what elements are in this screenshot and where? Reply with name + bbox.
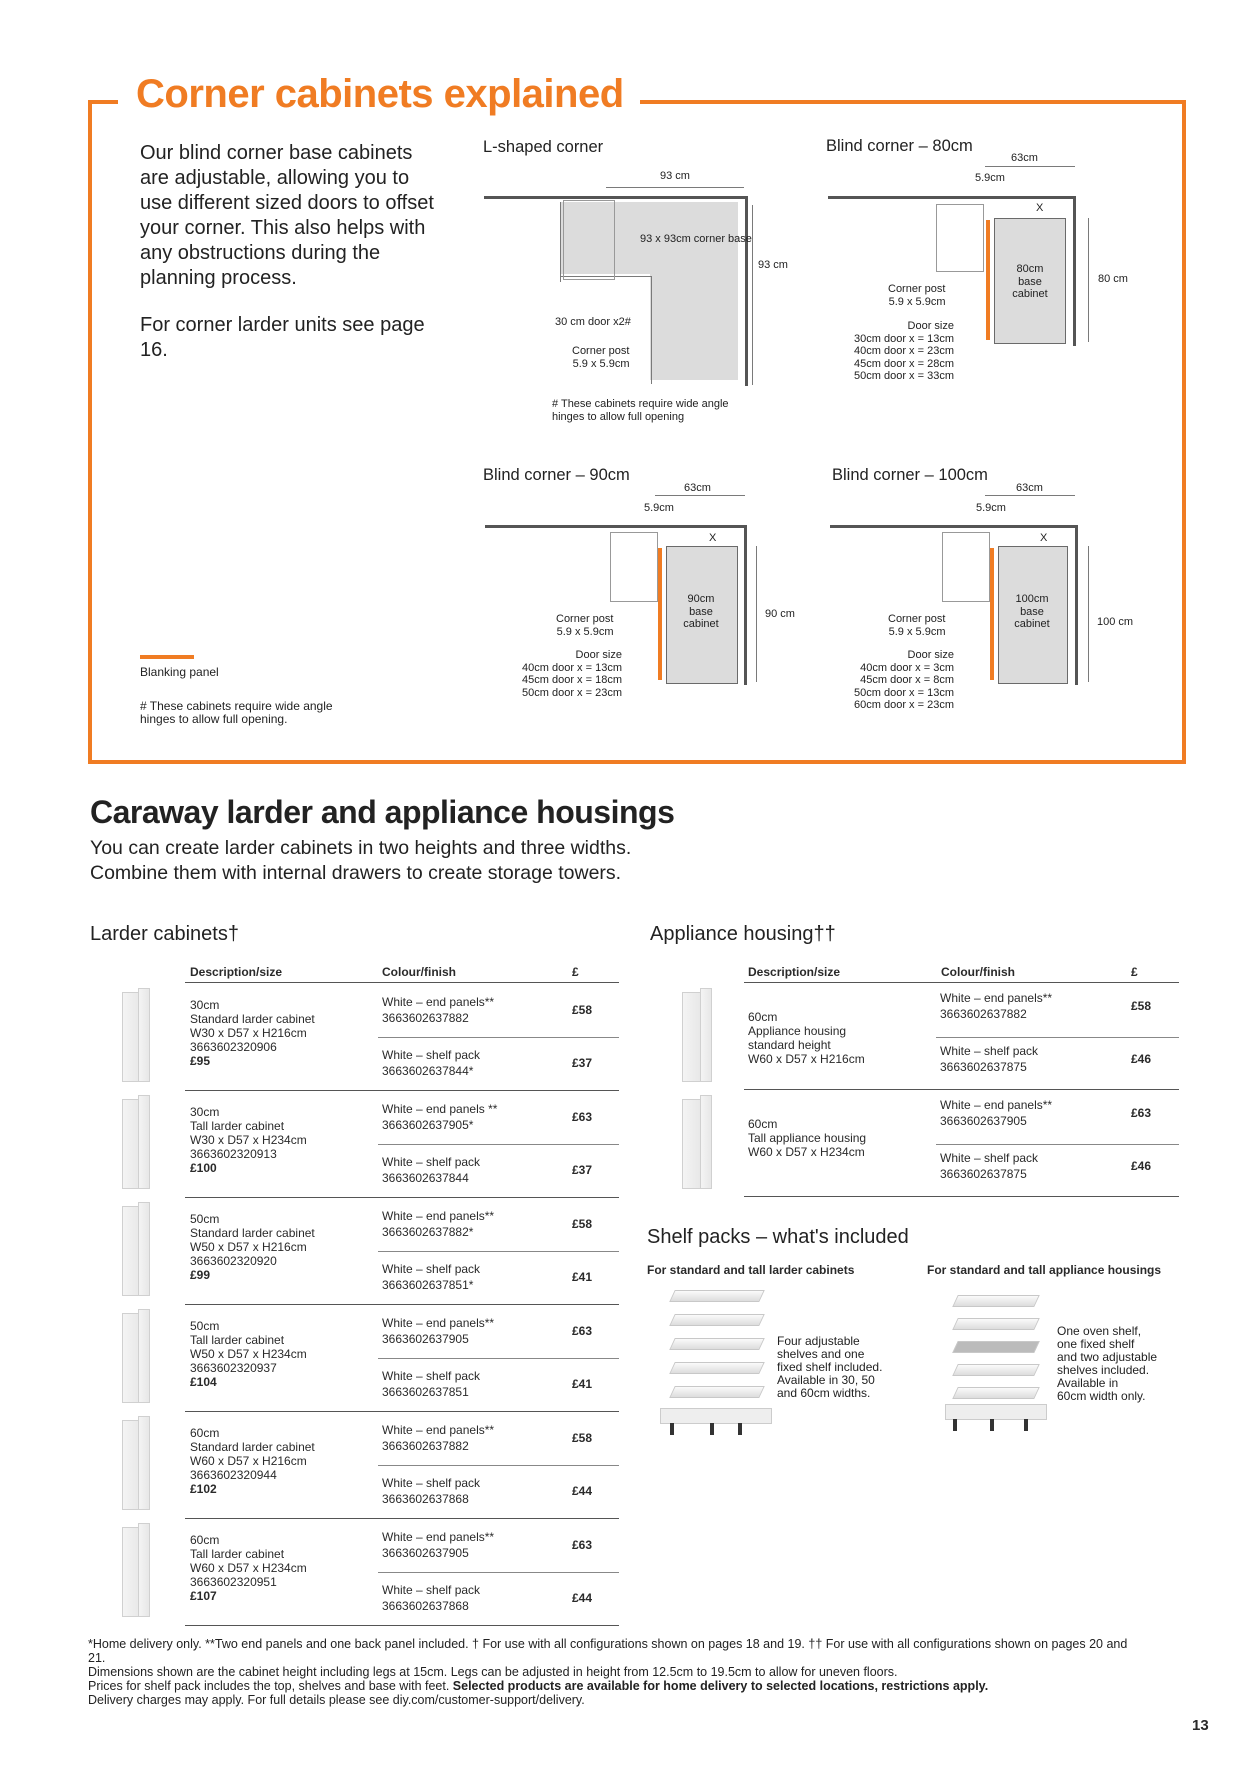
option-price: £44 [572,1484,593,1498]
l-shape-post-label [572,345,629,370]
wall-right [744,525,747,685]
door-size-row: 45cm door x = 18cm [522,674,622,686]
appliance-header-price: £ [1131,965,1138,979]
door-size-heading: Door size [575,649,622,661]
row-divider [936,1144,1179,1145]
larder-cabinet-image [138,988,150,1082]
box-label-line: base [1018,275,1042,288]
option-finish: White – end panels** [940,991,1053,1005]
larder-shelf-text [777,1335,882,1400]
larder-desc-line: Tall larder cabinet [190,1547,285,1561]
larder-desc [190,1105,307,1175]
option-finish: White – shelf pack [382,1476,481,1490]
foot [953,1419,957,1431]
appliance-option [940,1043,1038,1075]
appliance-housing-image [700,988,712,1082]
row-divider [378,1465,619,1466]
option-price: £37 [572,1163,593,1177]
larder-option [382,1154,480,1186]
door-size-row: 60cm door x = 23cm [854,699,954,711]
footnote-bold: Selected products are available for home delivery to selected locations, restrictions apply. [452,1679,989,1693]
option-price: £58 [572,1431,593,1445]
larder-desc [190,1533,307,1603]
option-price: £41 [572,1270,593,1284]
larder-desc-line: 30cm [190,998,220,1012]
footnote-text: Prices for shelf pack includes the top, shelves and base with feet. [88,1679,450,1693]
option-finish: White – end panels** [382,995,495,1009]
dimension-line [985,495,1075,496]
row-divider [185,1304,619,1305]
shelf [669,1314,765,1326]
larder-desc [190,998,315,1068]
row-divider [936,1037,1179,1038]
larder-option [382,1529,494,1561]
shelf-text-line: shelves included. [1057,1363,1150,1377]
shelf [669,1290,765,1302]
option-finish: White – end panels** [382,1316,495,1330]
option-finish: White – end panels ** [382,1102,498,1116]
option-price: £63 [1131,1106,1152,1120]
door-size-row: 45cm door x = 28cm [854,357,954,370]
l-shape-height-label: 93 cm [758,259,788,271]
larder-cabinet-image [138,1523,150,1617]
door-size-row: 50cm door x = 13cm [854,686,954,699]
blind80-side-dim: 80 cm [1098,273,1128,285]
shelf [952,1295,1040,1307]
shelf-base [660,1408,772,1424]
larder-price: £95 [190,1054,211,1068]
larder-desc-line: W50 x D57 x H216cm [190,1240,307,1254]
larder-section-title: Caraway larder and appliance housings [90,794,675,830]
larder-desc-line: 50cm [190,1212,220,1226]
larder-price: £100 [190,1161,217,1175]
shelf-text-line: One oven shelf, [1057,1324,1142,1338]
blind90-box-label [671,593,731,631]
appliance-desc [748,1117,866,1159]
blind100-x: X [1040,532,1048,544]
dimension-line [1088,218,1089,342]
larder-desc-line: 3663602320913 [190,1147,277,1161]
subtitle-line: Combine them with internal drawers to create storage towers. [90,862,622,884]
blind90-post-label [556,613,613,638]
foot [670,1423,674,1435]
door-size-row: 40cm door x = 23cm [854,345,954,357]
larder-desc-line: 50cm [190,1319,220,1333]
door-size-row: 40cm door x = 13cm [522,661,622,674]
corner-base-box-side [650,270,738,380]
larder-option [382,1101,497,1133]
appliance-desc-line: Appliance housing [748,1024,847,1038]
blind100-post-dim: 5.9cm [976,502,1006,514]
larder-desc-line: Tall larder cabinet [190,1119,285,1133]
option-price: £46 [1131,1052,1152,1066]
larder-price: £99 [190,1268,211,1282]
larder-desc-line: Standard larder cabinet [190,1440,315,1454]
door-size-heading: Door size [907,320,954,332]
door-panel [560,202,561,282]
appliance-housing-image [682,1099,702,1189]
larder-desc-line: 30cm [190,1105,220,1119]
dimension-line [606,187,744,188]
larder-desc-line: Standard larder cabinet [190,1012,315,1026]
larder-desc-line: 3663602320906 [190,1040,277,1054]
box-label-line: base [1020,605,1044,618]
row-divider [378,1037,619,1038]
blind80-post-label [888,283,945,308]
shelf-text-line: Four adjustable [777,1334,860,1348]
wall-top [485,525,747,528]
footnote-line [88,1679,1138,1693]
cabinet-edge [651,276,652,384]
larder-desc-line: W30 x D57 x H216cm [190,1026,307,1040]
shelf-text-line: fixed shelf included. [777,1360,883,1374]
appliance-desc-line: 60cm [748,1117,778,1131]
intro-paragraph-larder: For corner larder units see page 16. [140,314,425,361]
post-label-line: Corner post [888,283,946,295]
appliance-option [940,990,1052,1022]
option-price: £37 [572,1056,593,1070]
blind80-box-label [1000,263,1060,301]
appliance-housing-title: Appliance housing†† [650,923,836,945]
option-finish: White – shelf pack [940,1044,1039,1058]
blind100-side-dim: 100 cm [1097,616,1134,628]
blind80-x: X [1036,202,1044,214]
door-size-row: 50cm door x = 33cm [854,370,954,382]
appliance-desc-line: 60cm [748,1010,778,1024]
post-label-line: 5.9 x 5.9cm [572,357,630,370]
option-code: 3663602637882 [382,1011,469,1025]
larder-option [382,1315,494,1347]
larder-option [382,1475,480,1507]
post-label-line: 5.9 x 5.9cm [888,625,946,638]
larder-desc-line: 60cm [190,1533,220,1547]
subtitle-line: You can create larder cabinets in two heights and three widths. [90,837,632,859]
appliance-desc-line: W60 x D57 x H234cm [748,1145,865,1159]
l-shape-note [552,398,729,423]
option-finish: White – shelf pack [382,1583,481,1597]
larder-option [382,1261,480,1293]
shelf-text-line: Available in [1057,1376,1119,1390]
box-label-line: cabinet [683,618,719,630]
option-code: 3663602637868 [382,1492,469,1506]
larder-price: £104 [190,1375,217,1389]
dimension-line [756,546,757,682]
l-shape-door-label: 30 cm door x2# [555,316,631,328]
blind100-box-label [1002,593,1062,631]
row-divider [378,1572,619,1573]
blanking-panel-label: Blanking panel [140,665,219,679]
blind90-title: Blind corner – 90cm [483,466,630,484]
option-code: 3663602637844* [382,1064,474,1078]
shelf-text-line: and 60cm widths. [777,1386,871,1400]
row-divider [185,1090,619,1091]
shelf-text-line: Available in 30, 50 [777,1373,875,1387]
door-outline [610,532,658,602]
larder-desc-line: 3663602320937 [190,1361,277,1375]
larder-option [382,1422,494,1454]
wall-right [1073,196,1076,346]
row-divider [185,1197,619,1198]
note-line: hinges to allow full opening [552,410,685,423]
option-finish: White – end panels** [940,1098,1053,1112]
row-divider [744,1089,1179,1090]
larder-cabinets-title: Larder cabinets† [90,923,239,945]
footnotes [88,1637,1138,1707]
l-shape-width-label: 93 cm [660,170,690,182]
dimension-line [1088,546,1089,682]
row-divider [378,1144,619,1145]
blind100-title: Blind corner – 100cm [832,466,988,484]
larder-option [382,1582,480,1614]
larder-header-colour: Colour/finish [382,965,456,979]
appliance-housing-image [682,992,702,1082]
option-code: 3663602637875 [940,1167,1027,1181]
blind80-top-dim: 63cm [1011,152,1038,164]
larder-desc [190,1319,307,1389]
box-label-line: 100cm [1015,593,1049,605]
larder-price: £102 [190,1482,217,1496]
corner-base-label: 93 x 93cm corner base [640,233,752,245]
larder-desc [190,1212,315,1282]
shelf [669,1362,765,1374]
larder-desc [190,1426,315,1496]
option-code: 3663602637905* [382,1118,474,1132]
footnote-line: Delivery charges may apply. For full details please see diy.com/customer-support/delivery. [88,1693,585,1707]
option-price: £44 [572,1591,593,1605]
dimension-line [752,205,753,385]
option-price: £58 [572,1003,593,1017]
larder-cabinet-image [138,1309,150,1403]
foot [738,1423,742,1435]
wall-top [830,525,1078,528]
footnote-line: *Home delivery only. **Two end panels and one back panel included. † For use with all configurations shown on pages 18 and 19. †† For use with all configurations shown on pages 20 and 21. [88,1637,1128,1665]
larder-desc-line: Standard larder cabinet [190,1226,315,1240]
row-divider [378,1358,619,1359]
row-divider [378,1251,619,1252]
appliance-desc [748,1010,865,1066]
l-shape-title: L-shaped corner [483,138,604,156]
blind100-door-sizes [838,649,954,712]
blind100-top-dim: 63cm [1016,482,1043,494]
option-finish: White – shelf pack [382,1155,481,1169]
option-code: 3663602637882* [382,1225,474,1239]
shelf-text-line: one fixed shelf [1057,1337,1135,1351]
wall-right [745,196,748,386]
option-finish: White – end panels** [382,1423,495,1437]
blind90-top-dim: 63cm [684,482,711,494]
blanking-panel [986,220,990,340]
option-price: £58 [572,1217,593,1231]
note-line: # These cabinets require wide angle [552,398,729,410]
larder-desc-line: 3663602320951 [190,1575,277,1589]
door-size-row: 40cm door x = 3cm [860,661,954,674]
table-rule [185,982,619,983]
option-finish: White – end panels** [382,1530,495,1544]
larder-desc-line: 60cm [190,1426,220,1440]
option-finish: White – shelf pack [382,1369,481,1383]
post-label-line: 5.9 x 5.9cm [888,295,946,308]
larder-option [382,1208,494,1240]
appliance-option [940,1097,1052,1129]
option-code: 3663602637875 [940,1060,1027,1074]
oven-shelf [952,1341,1040,1353]
option-code: 3663602637851 [382,1385,469,1399]
legend-note: # These cabinets require wide angle hinges to allow full opening. [140,699,333,726]
blind90-door-sizes [506,649,622,699]
post-label-line: Corner post [556,613,614,625]
shelf-text-line: and two adjustable [1057,1350,1158,1364]
larder-option [382,1047,480,1079]
blind90-side-dim: 90 cm [765,608,795,620]
appliance-option [940,1150,1038,1182]
blind80-title: Blind corner – 80cm [826,137,973,155]
option-finish: White – shelf pack [940,1151,1039,1165]
larder-desc-line: W60 x D57 x H234cm [190,1561,307,1575]
larder-section-subtitle [90,836,631,886]
appliance-header-colour: Colour/finish [941,965,1015,979]
blind100-post-label [888,613,945,638]
option-price: £46 [1131,1159,1152,1173]
larder-option [382,994,494,1026]
option-price: £63 [572,1324,593,1338]
wall-right [1075,525,1078,685]
option-code: 3663602637844 [382,1171,469,1185]
post-label-line: Corner post [572,345,630,357]
wall-top [484,196,748,199]
larder-desc-line: 3663602320920 [190,1254,277,1268]
blanking-panel [990,548,994,680]
shelf-col1-title: For standard and tall larder cabinets [647,1263,855,1277]
box-label-line: 90cm [687,593,715,605]
option-price: £63 [572,1538,593,1552]
larder-desc-line: 3663602320944 [190,1468,277,1482]
row-divider [185,1625,619,1626]
box-label-line: cabinet [1012,288,1048,300]
option-code: 3663602637905 [382,1546,469,1560]
larder-desc-line: Tall larder cabinet [190,1333,285,1347]
option-finish: White – shelf pack [382,1048,481,1062]
option-code: 3663602637868 [382,1599,469,1613]
larder-desc-line: W50 x D57 x H234cm [190,1347,307,1361]
larder-price: £107 [190,1589,217,1603]
blind80-post-dim: 5.9cm [975,172,1005,184]
blanking-panel [658,548,662,680]
box-label-line: 80cm [1016,263,1044,275]
blind80-door-sizes [838,320,954,383]
corner-intro [140,141,440,385]
shelf-text-line: 60cm width only. [1057,1389,1146,1403]
shelf [952,1364,1040,1376]
option-code: 3663602637851* [382,1278,474,1292]
shelf [669,1386,765,1398]
dimension-line [655,495,745,496]
appliance-shelf-text [1057,1325,1157,1403]
appliance-desc-line: Tall appliance housing [748,1131,867,1145]
footnote-line: Dimensions shown are the cabinet height including legs at 15cm. Legs can be adjusted in height from 12.5cm to 19.5cm to allow for uneven floors. [88,1665,898,1679]
table-rule [744,982,1179,983]
option-finish: White – end panels** [382,1209,495,1223]
option-finish: White – shelf pack [382,1262,481,1276]
larder-cabinet-image [138,1202,150,1296]
larder-desc-line: W30 x D57 x H234cm [190,1133,307,1147]
door-size-row: 30cm door x = 13cm [854,332,954,345]
door-size-heading: Door size [907,649,954,661]
larder-header-price: £ [572,965,579,979]
shelf-packs-title: Shelf packs – what's included [647,1226,909,1248]
shelf-base [945,1404,1047,1420]
shelf-text-line: shelves and one [777,1347,865,1361]
door-outline [942,532,990,602]
blanking-panel-swatch [140,655,194,659]
blind90-x: X [709,532,717,544]
row-divider [744,1196,1179,1197]
post-label-line: Corner post [888,613,946,625]
blind90-post-dim: 5.9cm [644,502,674,514]
option-code: 3663602637882 [382,1439,469,1453]
page-number: 13 [1192,1717,1209,1734]
wall-top [828,196,1076,199]
appliance-housing-image [700,1095,712,1189]
shelf [669,1338,765,1350]
appliance-header-desc: Description/size [748,965,841,979]
row-divider [185,1411,619,1412]
shelf [952,1318,1040,1330]
door-outline [563,200,615,280]
larder-cabinet-image [138,1095,150,1189]
shelf-col2-title: For standard and tall appliance housings [927,1263,1162,1277]
intro-paragraph: Our blind corner base cabinets are adjustable, allowing you to use different sized doors to offset your corner. This also helps with any obstructions during the planning process. [140,142,434,289]
option-code: 3663602637905 [382,1332,469,1346]
post-label-line: 5.9 x 5.9cm [556,625,614,638]
foot [990,1419,994,1431]
box-label-line: base [689,605,713,618]
larder-cabinet-image [138,1416,150,1510]
larder-option [382,1368,480,1400]
foot [710,1423,714,1435]
option-price: £63 [572,1110,593,1124]
foot [1024,1419,1028,1431]
door-outline [936,204,984,272]
corner-section-title: Corner cabinets explained [136,72,624,116]
appliance-desc-line: W60 x D57 x H216cm [748,1052,865,1066]
option-code: 3663602637905 [940,1114,1027,1128]
door-size-row: 45cm door x = 8cm [860,674,954,686]
larder-header-desc: Description/size [190,965,283,979]
larder-desc-line: W60 x D57 x H216cm [190,1454,307,1468]
box-label-line: cabinet [1014,618,1050,630]
door-size-row: 50cm door x = 23cm [522,686,622,699]
shelf [952,1387,1040,1399]
appliance-desc-line: standard height [748,1038,831,1052]
option-price: £41 [572,1377,593,1391]
option-price: £58 [1131,999,1152,1013]
dimension-line [985,166,1075,167]
row-divider [185,1518,619,1519]
option-code: 3663602637882 [940,1007,1027,1021]
